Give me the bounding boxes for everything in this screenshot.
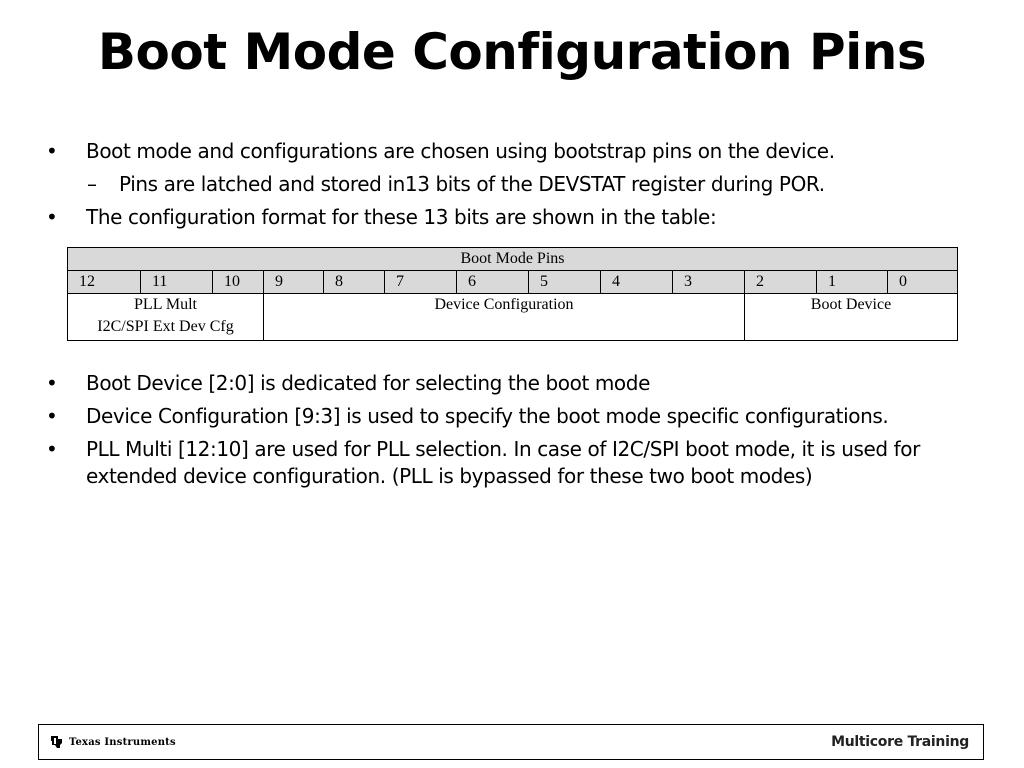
bullet-item [46,403,976,430]
bit-group-row [68,294,958,341]
i2c-spi-label: I2C/SPI Ext Dev Cfg [97,318,234,335]
bit-cell: 1 [817,271,888,294]
bit-cell: 0 [888,271,958,294]
pll-mult-label: PLL Mult [134,296,197,313]
bit-cell: 6 [457,271,529,294]
boot-device-cell: Boot Device [745,294,958,341]
device-configuration-cell: Device Configuration [264,294,745,341]
bullet-text: Boot mode and configurations are chosen using bootstrap pins on the device. [86,139,835,163]
bit-cell: 12 [68,271,141,294]
bullet-item [46,138,976,165]
bit-number-row [68,271,958,294]
bullet-list-top [46,138,976,237]
ti-brand-text: Texas Instruments [69,736,176,748]
pll-mult-cell [68,294,264,341]
bullet-item [46,436,976,490]
bit-cell: 4 [601,271,673,294]
bit-cell: 9 [264,271,324,294]
bullet-text: PLL Multi [12:10] are used for PLL selection. In case of I2C/SPI boot mode, it is used for extended device configuration. (PLL is bypassed for these two boot modes) [86,437,920,488]
texas-instruments-logo-icon [49,734,65,750]
bit-cell: 11 [141,271,213,294]
footer-right-text: Multicore Training [831,734,969,750]
bullet-marker: • [46,437,58,461]
bullet-text: Boot Device [2:0] is dedicated for selecting the boot mode [86,371,650,395]
bullet-marker: – [87,172,97,196]
bit-cell: 10 [213,271,264,294]
bullet-item [46,204,976,231]
bit-cell: 7 [385,271,457,294]
slide-title: Boot Mode Configuration Pins [97,23,927,81]
bullet-marker: • [46,205,58,229]
bullet-text: Pins are latched and stored in13 bits of the DEVSTAT register during POR. [119,172,825,196]
bullet-marker: • [46,139,58,163]
bullet-item [46,370,976,397]
boot-mode-pins-table [67,247,958,341]
bit-cell: 8 [324,271,385,294]
ti-brand [49,734,176,750]
table-header: Boot Mode Pins [68,248,958,271]
bit-cell: 2 [745,271,817,294]
bullet-text: Device Configuration [9:3] is used to specify the boot mode specific configurations. [86,404,889,428]
slide-footer [38,724,984,760]
bit-cell: 5 [529,271,601,294]
sub-bullet-item [46,171,976,198]
bullet-list-bottom [46,370,976,496]
bullet-marker: • [46,404,58,428]
bit-cell: 3 [673,271,745,294]
bullet-text: The configuration format for these 13 bits are shown in the table: [86,205,717,229]
bullet-marker: • [46,371,58,395]
